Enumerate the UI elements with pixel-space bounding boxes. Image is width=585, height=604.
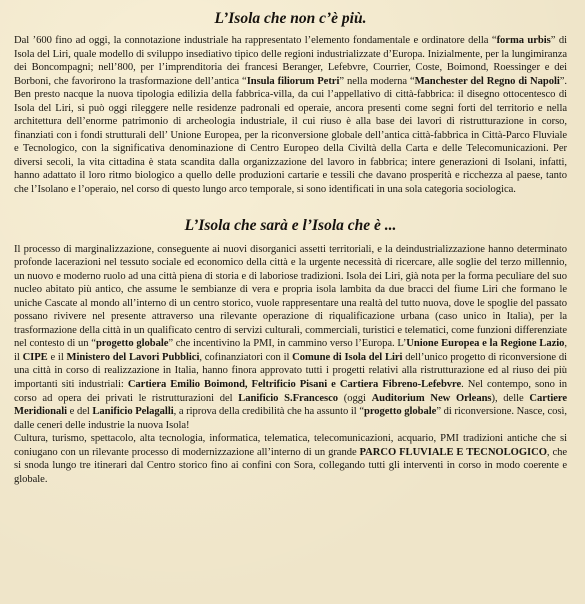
bold-text-run: Lanificio S.Francesco (238, 392, 339, 404)
bold-text-run: progetto globale (363, 406, 437, 418)
text-run: ” nella moderna “ (339, 75, 415, 87)
text-run: . Nel contempo, sono in corso ad opera dei privati le ristrutturazioni del (14, 379, 567, 404)
text-run: ” che incentivino la PMI, in cammino verso l’Europa. L’ (168, 338, 407, 350)
bold-text-run: PARCO FLUVIALE E TECNOLOGICO (359, 446, 547, 458)
text-run: ” di riconversione. Nasce, così, dalle ceneri delle industrie la nuova Isola! (14, 406, 567, 431)
bold-text-run: Insula filiorum Petri (246, 75, 340, 87)
bold-text-run: Unione Europea e la Regione Lazio (406, 338, 565, 350)
section-body-past (14, 34, 567, 197)
text-run: ” di Isola del Liri, quale modello di sviluppo insediativo tipico delle regioni industrializzate d’Europa. Inizialmente, per la lungimiranza dei Boncompagni; nell’800, per l’imprenditoria dei francesi Beranger, Lefebvre, Courrier, Coste, Boimond, Roessinger e dei Borboni, che favorirono la trasformazione dell’antica “ (14, 35, 567, 87)
text-run: e il (47, 351, 67, 363)
bold-text-run: Cartiere Meridionali (14, 392, 567, 418)
text-run: (oggi (338, 392, 372, 404)
section-title-future: L’Isola che sarà e l’Isola che è ... (184, 216, 397, 234)
bold-text-run: Lanificio Pelagalli (92, 406, 174, 418)
section-title-past: L’Isola che non c’è più. (214, 10, 367, 27)
bold-text-run: Manchester del Regno di Napoli (414, 75, 560, 87)
text-run: , cofinanziatori con il (199, 351, 293, 363)
text-run: Cultura, turismo, spettacolo, alta tecnologia, informatica, telematica, telecomunicazioni, acquario, PMI tradizioni antiche che si coniugano con un rilevante processo di modernizzazione all’interno di un grande (14, 433, 567, 458)
text-run: , il (14, 338, 567, 363)
text-run: ), delle (491, 392, 530, 404)
bold-text-run: progetto globale (95, 338, 169, 350)
text-run: Il processo di marginalizzazione, conseguente ai nuovi disorganici assetti territoriali, e la deindustrializzazione hanno determinato profonde lacerazioni nel tessuto sociale ed economico della città e la urgente necessità di ricercare, alle soglie del terzo millennio, un nuovo e moderno ruolo ad una città piena di storia e di laboriose tradizioni. Isola dei Liri, già nota per la forma peculiare del suo nucleo abitato più antico, che assume le sembianze di vera e propria isola lambita da due bracci del fiume Liri che formano le uniche Cascate al mondo all’interno di un centro storico, vuole rappresentare una realtà del tutto nuova, dove le spoglie del passato possano rivivere nel presente attraverso una rilevante operazione di riqualificazione urbana (caso unico in Italia), per la trasformazione della città in un qualificato centro di servizi culturali, commerciali, turistici e telematici, come funzioni differenziate nel contesto di un “ (14, 243, 567, 350)
text-run: , a riprova della credibilità che ha assunto il “ (173, 406, 364, 418)
text-run: Dal ’600 fino ad oggi, la connotazione industriale ha rappresentato l’elemento fondamentale e ordinatore della “ (14, 35, 497, 46)
text-run: e del (67, 406, 93, 418)
bold-text-run: forma urbis (496, 35, 551, 46)
bold-text-run: Ministero del Lavori Pubblici (66, 351, 200, 363)
bold-text-run: Cartiera Emilio Boimond, Feltrificio Pisani e Cartiera Fibreno-Lefebvre (127, 379, 462, 391)
section-body-future (14, 243, 567, 487)
text-run: ”. Ben presto nacque la nuova tipologia edilizia della fabbrica-villa, da cui l’appellativo di città-fabbrica: il disegno ottocentesco di Isola del Liri, si può oggi rileggere nelle residenze padronali ed operaie, ancora presenti come segni forti del territorio e nella architettura dell’enorme patrimonio di archeologia industriale, il cui riuso è alla base dei lavori di ristrutturazione in corso, finanziati con i fondi strutturali dell’ Unione Europea, per la riconversione globale dell’antica città-fabbrica in Città-Parco Fluviale e Tecnologico, con la significativa denominazione di Centro Europeo della Civiltà della Carta e delle Telecomunicazioni. Per diversi secoli, la vita cittadina è stata scandita dalla organizzazione del lavoro in fabbrica; intere generazioni di Isolani, infatti, hanno adattato il loro ritmo biologico a quello delle produzioni cartarie e tessili che davano prosperità e ricchezza al paese, tanto che l’Isolano e l’operaio, nel corso di questo lungo arco temporale, si sono identificati in una sola categoria sociologica. (14, 75, 567, 196)
text-run: , che si snoda lungo tre itinerari dal Centro storico fino ai confini con Sora, collegando tutti gli interventi in corso in modo coerente e globale. (14, 446, 567, 485)
bold-text-run: Auditorium New Orleans (371, 392, 492, 404)
bold-text-run: CIPE (22, 351, 48, 363)
text-run: dell’unico progetto di riconversione di una città in corso di realizzazione in Italia, hanno finora approvato tutti i progetti relativi alla ristrutturazione ed al riuso dei più importanti siti industriali: (14, 351, 567, 391)
bold-text-run: Comune di Isola del Liri (292, 351, 403, 363)
